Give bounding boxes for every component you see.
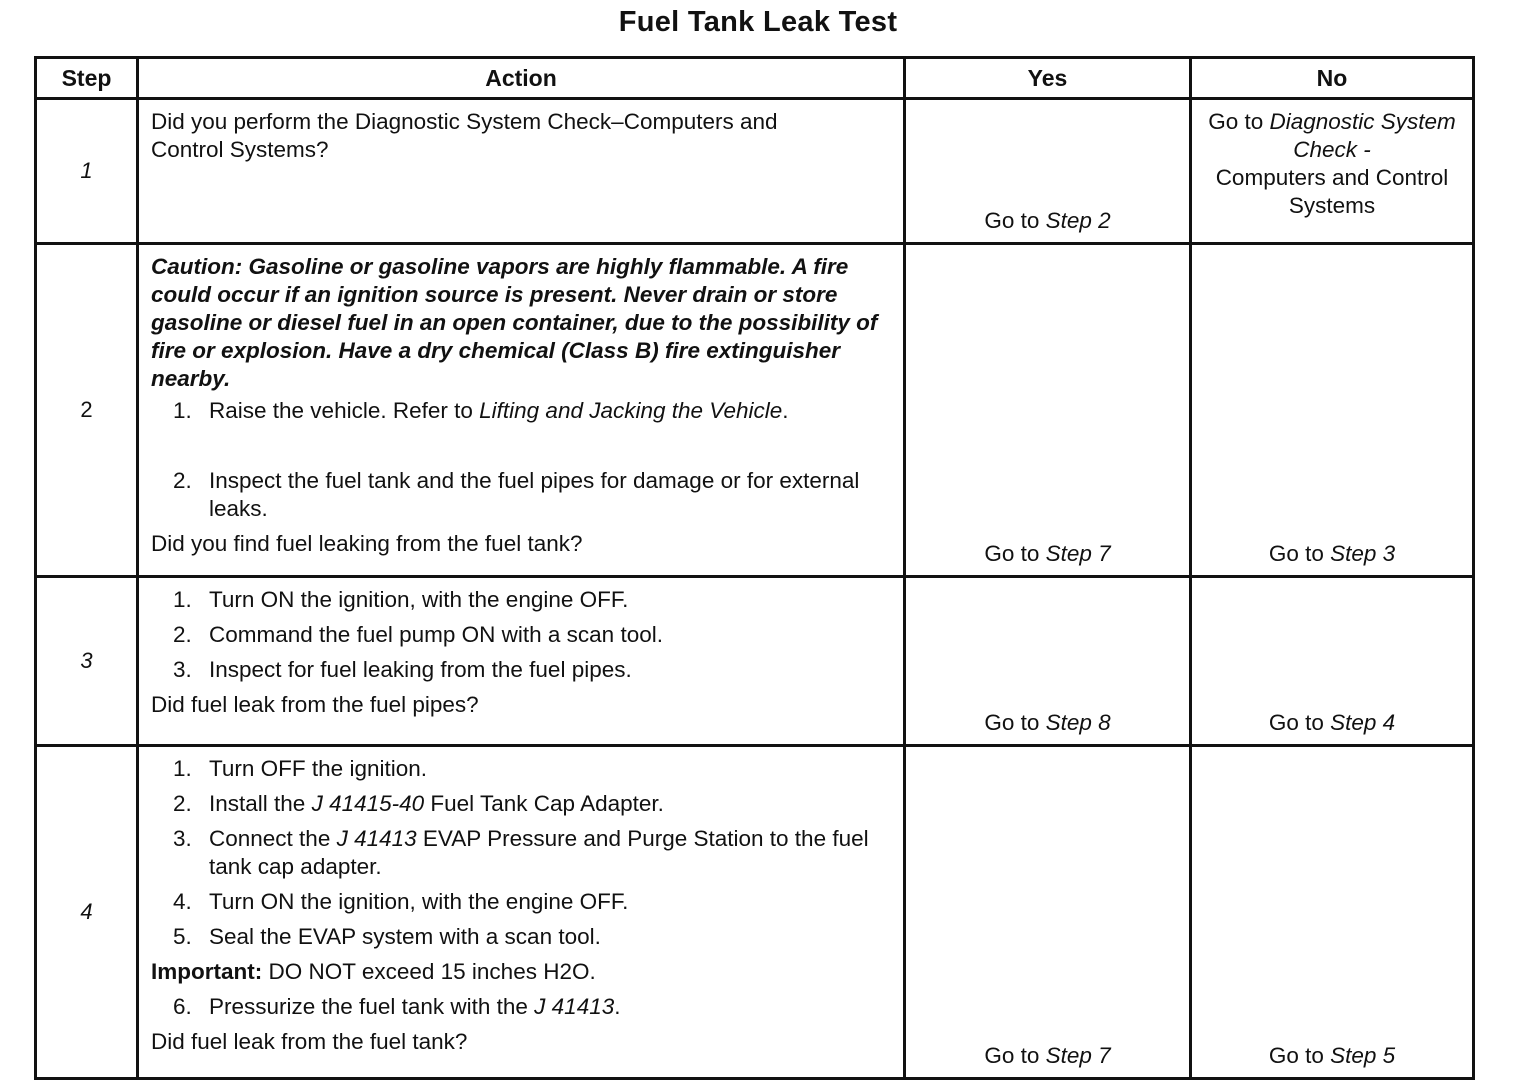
step-number: 4 [80, 899, 93, 924]
item-text: Turn ON the ignition, with the engine OFF. [209, 587, 629, 612]
important-label: Important: [151, 959, 263, 984]
item-suffix: . [614, 994, 621, 1019]
item-suffix: . [782, 398, 789, 423]
item-text: Turn ON the ignition, with the engine OFF. [209, 889, 629, 914]
important-note [151, 958, 893, 986]
question-text: Did you perform the Diagnostic System Check–Computers and Control Systems? [151, 109, 778, 162]
no-prefix: Go to [1268, 541, 1331, 566]
item-number: 1. [173, 756, 192, 781]
diagnostic-table [34, 56, 1475, 1080]
list-item [151, 790, 893, 818]
header-action: Action [138, 58, 905, 99]
question-text: Did fuel leak from the fuel tank? [151, 1029, 468, 1054]
item-text: Command the fuel pump ON with a scan tool. [209, 622, 663, 647]
item-text: Inspect for fuel leaking from the fuel pipes. [209, 657, 632, 682]
no-suffix: Computers and Control Systems [1215, 165, 1449, 218]
item-number: 3. [173, 826, 192, 851]
step-cell [36, 746, 138, 1079]
no-link-diagnostic-check[interactable]: Diagnostic System Check - [1269, 109, 1456, 162]
item-suffix: EVAP Pressure and Purge Station to the fuel tank cap adapter. [209, 826, 869, 879]
no-cell [1191, 577, 1474, 746]
no-step-link[interactable]: Step 4 [1330, 710, 1396, 735]
item-number: 5. [173, 924, 192, 949]
tool-reference[interactable]: J 41415-40 [311, 791, 425, 816]
yes-cell [905, 99, 1191, 244]
header-step: Step [36, 58, 138, 99]
no-step-link[interactable]: Step 5 [1330, 1043, 1396, 1068]
question-text: Did fuel leak from the fuel pipes? [151, 692, 479, 717]
no-cell [1191, 99, 1474, 244]
list-item [151, 467, 893, 523]
list-item [151, 586, 893, 614]
yes-step-link[interactable]: Step 7 [1045, 541, 1111, 566]
yes-step-link[interactable]: Step 8 [1045, 710, 1111, 735]
step-cell [36, 244, 138, 577]
action-cell [138, 577, 905, 746]
item-reference[interactable]: Lifting and Jacking the Vehicle [479, 398, 783, 423]
table-row [36, 746, 1474, 1079]
action-cell [138, 746, 905, 1079]
action-cell [138, 244, 905, 577]
no-prefix: Go to [1208, 109, 1270, 134]
question-text: Did you find fuel leaking from the fuel tank? [151, 531, 583, 556]
spacer [151, 432, 893, 460]
step-cell [36, 577, 138, 746]
instruction-list [151, 397, 893, 523]
yes-cell [905, 746, 1191, 1079]
step-cell [36, 99, 138, 244]
caution-text: Caution: Gasoline or gasoline vapors are highly flammable. A fire could occur if an ignition source is present. Never drain or store gasoline or diesel fuel in an open container, due to the possibility of fire or explosion. Have a dry chemical (Class B) fire extinguisher nearby. [151, 254, 878, 391]
list-item [151, 923, 893, 951]
item-number: 3. [173, 657, 192, 682]
tool-reference[interactable]: J 41413 [534, 994, 615, 1019]
yes-prefix: Go to [984, 1043, 1046, 1068]
item-number: 6. [173, 994, 192, 1019]
no-cell [1191, 244, 1474, 577]
tool-reference[interactable]: J 41413 [336, 826, 417, 851]
table-header-row [36, 58, 1474, 99]
item-number: 2. [173, 468, 192, 493]
item-suffix: Fuel Tank Cap Adapter. [424, 791, 664, 816]
action-cell [138, 99, 905, 244]
instruction-list [151, 755, 893, 951]
item-text: Inspect the fuel tank and the fuel pipes for damage or for external leaks. [209, 468, 860, 521]
yes-prefix: Go to [984, 208, 1046, 233]
item-number: 1. [173, 398, 192, 423]
item-number: 1. [173, 587, 192, 612]
list-item [151, 993, 893, 1021]
header-no: No [1191, 58, 1474, 99]
list-item [151, 825, 893, 881]
list-item [151, 888, 893, 916]
item-text: Seal the EVAP system with a scan tool. [209, 924, 601, 949]
table-row [36, 99, 1474, 244]
yes-prefix: Go to [984, 710, 1046, 735]
yes-cell [905, 577, 1191, 746]
list-item [151, 397, 893, 425]
item-text: Install the [209, 791, 312, 816]
list-item [151, 621, 893, 649]
page-title: Fuel Tank Leak Test [618, 6, 898, 38]
important-text: DO NOT exceed 15 inches H2O. [262, 959, 596, 984]
yes-step-link[interactable]: Step 7 [1045, 1043, 1111, 1068]
instruction-list [151, 586, 893, 684]
table-row [36, 577, 1474, 746]
no-prefix: Go to [1268, 1043, 1331, 1068]
item-number: 2. [173, 622, 192, 647]
yes-step-link[interactable]: Step 2 [1045, 208, 1111, 233]
yes-prefix: Go to [984, 541, 1046, 566]
instruction-list [151, 993, 893, 1021]
item-text: Pressurize the fuel tank with the [209, 994, 535, 1019]
list-item [151, 755, 893, 783]
table-row [36, 244, 1474, 577]
no-cell [1191, 746, 1474, 1079]
item-number: 4. [173, 889, 192, 914]
step-number: 3 [80, 648, 93, 673]
no-step-link[interactable]: Step 3 [1330, 541, 1396, 566]
item-text: Raise the vehicle. Refer to [209, 398, 480, 423]
item-text: Connect the [209, 826, 337, 851]
step-number: 1 [80, 158, 93, 183]
yes-cell [905, 244, 1191, 577]
header-yes: Yes [905, 58, 1191, 99]
item-text: Turn OFF the ignition. [209, 756, 428, 781]
list-item [151, 656, 893, 684]
item-number: 2. [173, 791, 192, 816]
step-number: 2 [80, 397, 93, 422]
no-prefix: Go to [1268, 710, 1331, 735]
